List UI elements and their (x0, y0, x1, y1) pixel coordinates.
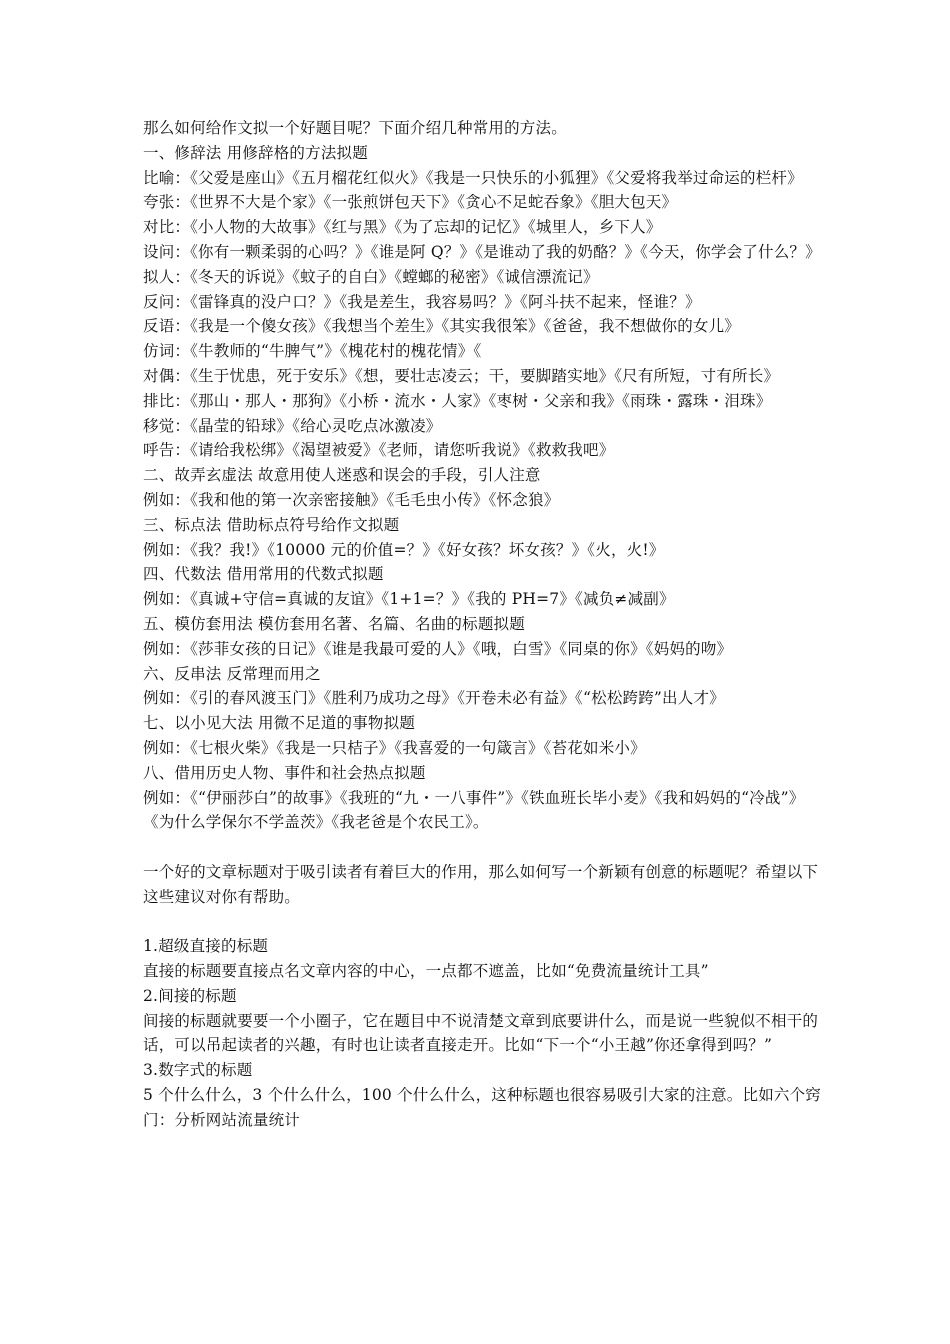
section-heading-rhetoric: 一、修辞法 用修辞格的方法拟题 (143, 143, 368, 162)
tip-body-numeric: 5 个什么什么，3 个什么什么，100 个什么什么，这种标题也很容易吸引大家的注意。比如六个窍门：分析网站流量统计 (143, 1086, 821, 1129)
example-metaphor: 比喻：《父爱是座山》《五月榴花红似火》《我是一只快乐的小狐狸》《父爱将我举过命运的栏杆》 (143, 168, 803, 187)
example-apostrophe: 呼告：《请给我松绑》《渴望被爱》《老师，请您听我说》《救救我吧》 (143, 441, 615, 460)
example-synesthesia: 移觉：《晶莹的铅球》《给心灵吃点冰激凌》 (143, 416, 442, 435)
example-contrast: 对比：《小人物的大故事》《红与黑》《为了忘却的记忆》《城里人，乡下人》 (143, 218, 662, 237)
example-personification: 拟人：《冬天的诉说》《蚊子的自白》《螳螂的秘密》《诚信漂流记》 (143, 267, 599, 286)
tip-body-direct: 直接的标题要直接点名文章内容的中心，一点都不遮盖，比如“免费流量统计工具” (143, 962, 709, 981)
section-heading-punctuation: 三、标点法 借助标点符号给作文拟题 (143, 515, 400, 534)
second-intro-paragraph: 一个好的文章标题对于吸引读者有着巨大的作用，那么如何写一个新颖有创意的标题呢？希望以下这些建议对你有帮助。 (143, 862, 819, 906)
example-word-imitation: 仿词：《牛教师的“牛脾气”》《槐花村的槐花情》《 (143, 342, 482, 361)
section-heading-small-to-big: 七、以小见大法 用微不足道的事物拟题 (143, 714, 416, 733)
example-imitation: 例如：《莎菲女孩的日记》《谁是我最可爱的人》《哦，白雪》《同桌的你》《妈妈的吻》 (143, 639, 733, 658)
section-heading-algebra: 四、代数法 借用常用的代数式拟题 (143, 565, 384, 584)
example-small-to-big: 例如：《七根火柴》《我是一只桔子》《我喜爱的一句箴言》《苔花如米小》 (143, 738, 646, 757)
example-history: 例如：《“伊丽莎白”的故事》《我班的“九・一八事件”》《铁血班长毕小麦》《我和妈妈的“冷战”》《为什么学保尔不学盖茨》《我老爸是个农民工》。 (143, 788, 805, 832)
tip-heading-indirect: 2.间接的标题 (143, 986, 237, 1005)
example-algebra: 例如：《真诚+守信=真诚的友谊》《1+1=？》《我的 PH=7》《减负≠减副》 (143, 590, 675, 609)
tip-body-indirect: 间接的标题就要要一个小圈子，它在题目中不说清楚文章到底要讲什么，而是说一些貌似不相干的话，可以吊起读者的兴趣，有时也让读者直接走开。比如“下一个“小王越”你还拿得到吗？” (143, 1011, 819, 1055)
section-heading-mystery: 二、故弄玄虚法 故意用使人迷惑和误会的手段，引人注意 (143, 466, 541, 485)
blank-line (143, 835, 823, 860)
section-heading-imitation: 五、模仿套用法 模仿套用名著、名篇、名曲的标题拟题 (143, 614, 525, 633)
section-heading-history: 八、借用历史人物、事件和社会热点拟题 (143, 763, 426, 782)
example-parallelism: 排比：《那山・那人・那狗》《小桥・流水・人家》《枣树・父亲和我》《雨珠・露珠・泪珠》 (143, 391, 772, 410)
example-exaggeration: 夸张：《世界不大是个家》《一张煎饼包天下》《贪心不足蛇吞象》《胆大包天》 (143, 193, 678, 212)
document-body (143, 116, 823, 1133)
tip-heading-direct: 1.超级直接的标题 (143, 937, 269, 956)
example-antithesis: 对偶：《生于忧患，死于安乐》《想，要壮志凌云；干，要脚踏实地》《尺有所短，寸有所长》 (143, 366, 780, 385)
example-mystery: 例如：《我和他的第一次亲密接触》《毛毛虫小传》《怀念狼》 (143, 490, 560, 509)
example-reversal: 例如：《引的春风渡玉门》《胜利乃成功之母》《开卷未必有益》《“松松跨跨”出人才》 (143, 689, 725, 708)
example-irony: 反语：《我是一个傻女孩》《我想当个差生》《其实我很笨》《爸爸，我不想做你的女儿》 (143, 317, 741, 336)
blank-line (143, 910, 823, 935)
tip-heading-numeric: 3.数字式的标题 (143, 1061, 253, 1080)
intro-line: 那么如何给作文拟一个好题目呢？下面介绍几种常用的方法。 (143, 119, 567, 137)
section-heading-reversal: 六、反串法 反常理而用之 (143, 664, 321, 683)
example-rhetorical-question: 设问：《你有一颗柔弱的心吗？》《谁是阿 Q？》《是谁动了我的奶酪？》《今天，你学会了什么？》 (143, 242, 821, 261)
example-counter-question: 反问：《雷锋真的没户口？》《我是差生，我容易吗？》《阿斗扶不起来，怪谁？》 (143, 292, 701, 311)
example-punctuation: 例如：《我？我!》《10000 元的价值=？》《好女孩？坏女孩？》《火，火!》 (143, 540, 665, 559)
